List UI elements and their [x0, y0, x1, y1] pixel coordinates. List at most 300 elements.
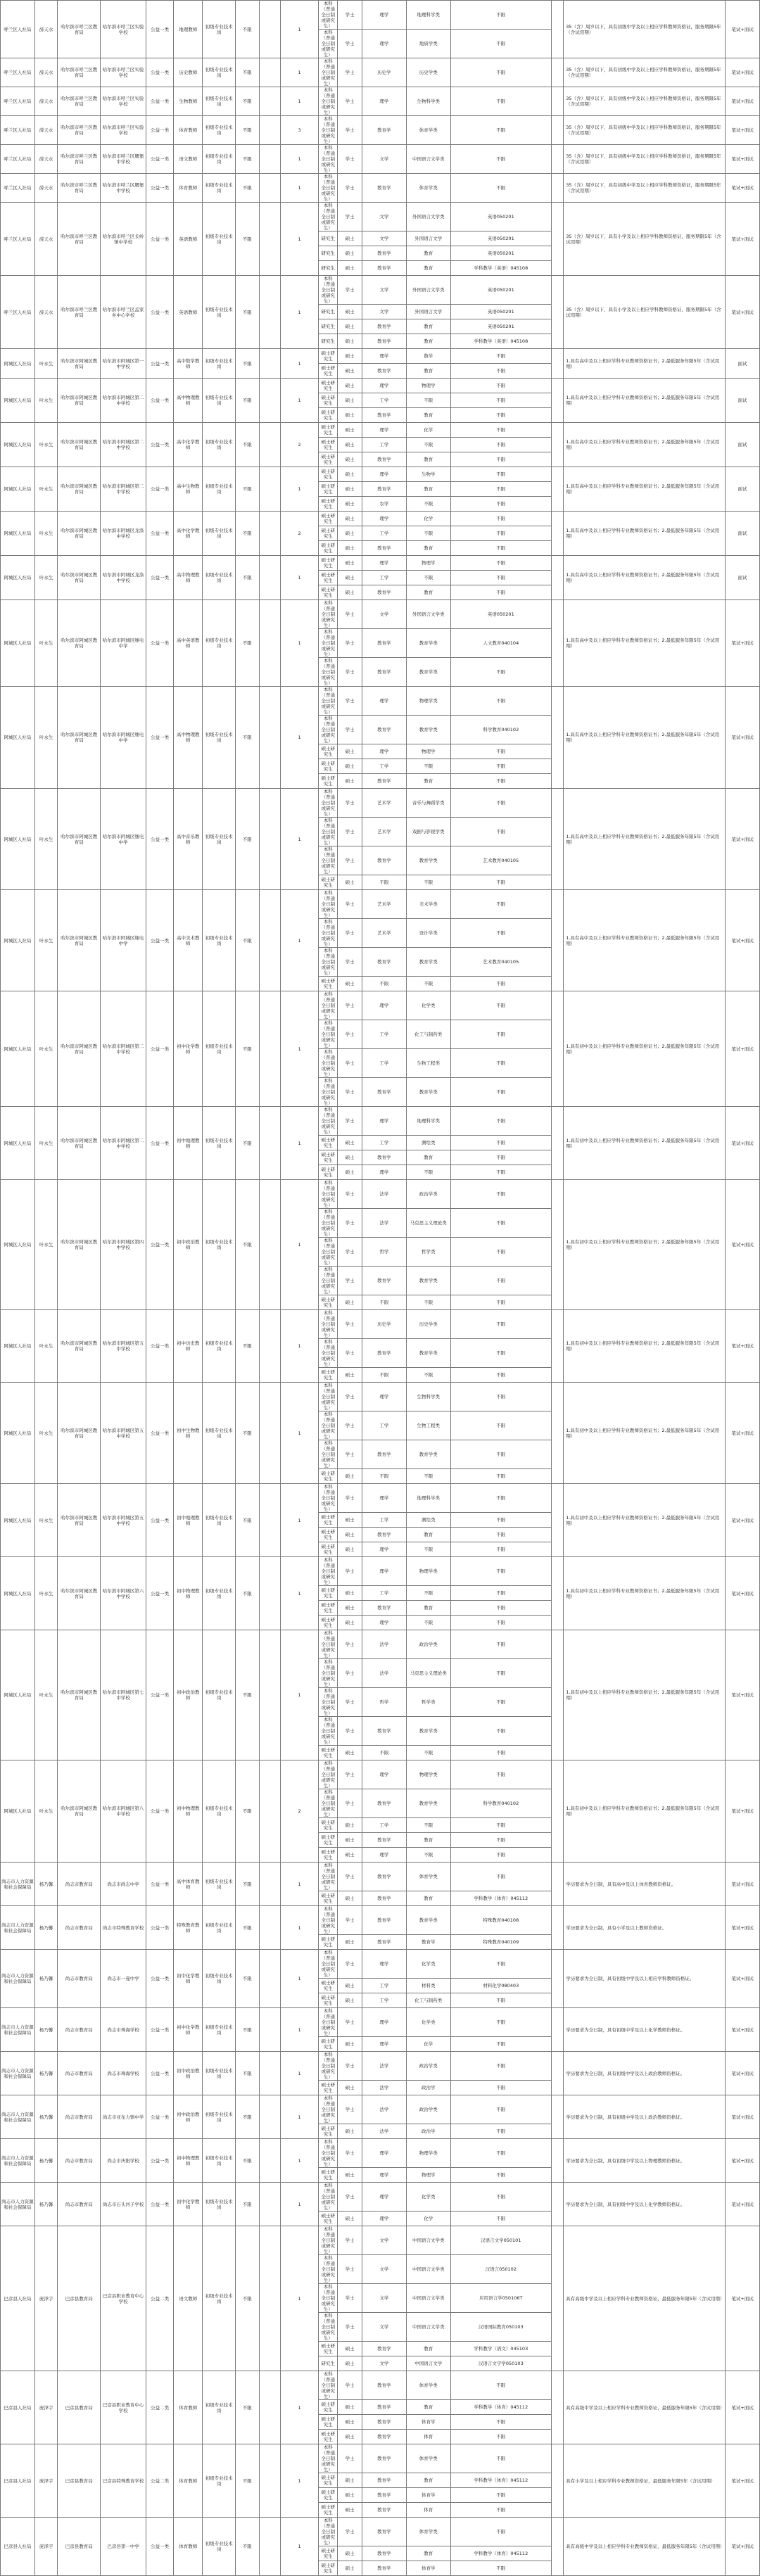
cell-exam: 笔试+面试 — [726, 1760, 760, 1863]
cell-contact: 叶永生 — [34, 1180, 58, 1310]
cell-major-class: 物理学 — [406, 556, 450, 571]
cell-category: 公益一类 — [146, 2095, 174, 2139]
cell-education: 本科（普通全日制或研究生） — [319, 2255, 338, 2284]
cell-blank — [551, 1630, 563, 1760]
cell-remark: 1.具有高中及以上相应学科专业教师资格证书；2.最低服务年限5年（含试用期） — [564, 512, 726, 556]
cell-tech-level: 初级专业技术岗 — [203, 379, 236, 423]
cell-degree: 硕士 — [338, 2037, 362, 2052]
cell-count: 1 — [280, 1383, 318, 1484]
cell-dept: 尚志市人力资源和社会保障局 — [1, 1950, 35, 2008]
cell-degree: 硕士 — [338, 379, 362, 393]
cell-major-class: 体育学类 — [406, 116, 450, 145]
cell-cert: 不限 — [235, 789, 259, 890]
cell-unit: 尚志市石头河子学校 — [101, 2183, 146, 2226]
cell-degree: 学士 — [338, 2518, 362, 2546]
cell-blank — [259, 379, 280, 423]
cell-discipline: 工学 — [362, 393, 406, 408]
cell-major-class: 不限 — [406, 1368, 450, 1383]
cell-degree: 学士 — [338, 116, 362, 145]
cell-degree: 学士 — [338, 2255, 362, 2284]
cell-blank — [551, 145, 563, 174]
cell-education: 本科（普通全日制或研究生） — [319, 1659, 338, 1688]
cell-remark: 1.具有初中及以上相应学科专业教师资格证书；2.最低服务年限5年（含试用期） — [564, 1760, 726, 1863]
table-row — [1, 2139, 760, 2168]
cell-contact: 杨乃馨 — [34, 1950, 58, 2008]
cell-major-name: 不限 — [450, 1440, 551, 1469]
cell-count: 1 — [280, 87, 318, 116]
cell-dept: 尚志市人力资源和社会保障局 — [1, 2139, 35, 2183]
cell-post: 初中历史教师 — [174, 1310, 203, 1383]
cell-category: 公益一类 — [146, 423, 174, 467]
cell-exam: 笔试+面试 — [726, 2052, 760, 2095]
cell-blank — [551, 1950, 563, 2008]
cell-education: 硕士研究生 — [319, 1295, 338, 1310]
cell-cert: 不限 — [235, 1180, 259, 1310]
cell-major-name: 不限 — [450, 1848, 551, 1863]
cell-cert: 不限 — [235, 2052, 259, 2095]
cell-remark: 1.具有高中及以上相应学科专业教师资格证书；2.最低服务年限5年（含试用期） — [564, 467, 726, 512]
cell-tech-level: 初级专业技术岗 — [203, 991, 236, 1107]
cell-count: 1 — [280, 2183, 318, 2226]
cell-major-class: 教育学类 — [406, 948, 450, 977]
cell-exam: 笔试+面试 — [726, 1630, 760, 1760]
cell-degree: 学士 — [338, 2139, 362, 2168]
cell-education: 本科（普通全日制或研究生） — [319, 2518, 338, 2546]
table-row — [1, 789, 760, 818]
cell-major-class: 体育 — [406, 2503, 450, 2518]
cell-count: 1 — [280, 2444, 318, 2518]
cell-dept: 呼兰区人社局 — [1, 116, 35, 145]
cell-dept: 呼兰区人社局 — [1, 87, 35, 116]
cell-unit: 巴彦县职业教育中心学校 — [101, 2226, 146, 2371]
cell-post: 高中物理教师 — [174, 379, 203, 423]
cell-major-name: 不限 — [450, 1586, 551, 1601]
cell-discipline: 教育学 — [362, 948, 406, 977]
cell-dept: 尚志市人力资源和社会保障局 — [1, 2052, 35, 2095]
cell-discipline: 工学 — [362, 571, 406, 585]
cell-unit: 哈尔滨市呼兰区孟家乡中心学校 — [101, 276, 146, 349]
cell-cert: 不限 — [235, 58, 259, 87]
cell-org: 哈尔滨市呼兰区教育局 — [58, 276, 101, 349]
cell-major-name: 不限 — [450, 408, 551, 423]
cell-degree: 硕士 — [338, 438, 362, 452]
cell-education: 硕士研究生 — [319, 2503, 338, 2518]
cell-education: 本科（普通全日制或研究生） — [319, 1209, 338, 1238]
cell-dept: 巴彦县人社局 — [1, 2371, 35, 2444]
cell-major-name: 不限 — [450, 2168, 551, 2183]
cell-major-name: 不限 — [450, 875, 551, 890]
cell-degree: 硕士 — [338, 2561, 362, 2576]
cell-major-name: 不限 — [450, 145, 551, 174]
cell-education: 本科（普通全日制或研究生） — [319, 1267, 338, 1295]
cell-cert: 不限 — [235, 2095, 259, 2139]
cell-degree: 硕士 — [338, 334, 362, 349]
cell-major-class: 物理学类 — [406, 687, 450, 716]
cell-blank — [259, 600, 280, 687]
cell-cert: 不限 — [235, 687, 259, 789]
cell-discipline: 理学 — [362, 556, 406, 571]
cell-tech-level: 初级专业技术岗 — [203, 1180, 236, 1310]
cell-major-class: 外国语言文学 — [406, 305, 450, 319]
cell-major-name: 材料化学080403 — [450, 1979, 551, 1993]
cell-education: 硕士研究生 — [319, 2168, 338, 2183]
table-row — [1, 991, 760, 1020]
cell-major-name: 不限 — [450, 30, 551, 58]
cell-unit: 哈尔滨市阿城区第二中学校 — [101, 379, 146, 423]
cell-degree: 硕士 — [338, 585, 362, 600]
cell-exam: 笔试+面试 — [726, 600, 760, 687]
cell-discipline: 艺术学 — [362, 919, 406, 948]
cell-education: 本科（普通全日制或研究生） — [319, 1020, 338, 1049]
cell-degree: 硕士 — [338, 512, 362, 526]
cell-education: 硕士研究生 — [319, 571, 338, 585]
cell-category: 公益一类 — [146, 890, 174, 991]
cell-education: 本科（普通全日制或研究生） — [319, 30, 338, 58]
cell-discipline: 工学 — [362, 1136, 406, 1150]
table-row — [1, 890, 760, 919]
cell-remark: 学历要求为全日制，具有初级中学及以上政治教师资格证。 — [564, 2095, 726, 2139]
cell-education: 硕士研究生 — [319, 2430, 338, 2444]
cell-unit: 哈尔滨市阿城区第一中学校 — [101, 349, 146, 379]
cell-education: 硕士研究生 — [319, 467, 338, 482]
cell-major-class: 设计学类 — [406, 919, 450, 948]
cell-exam: 笔试+面试 — [726, 276, 760, 349]
cell-education: 硕士研究生 — [319, 1935, 338, 1950]
cell-major-class: 中国语言文学类 — [406, 145, 450, 174]
cell-education: 本科（普通全日制或研究生） — [319, 1760, 338, 1789]
cell-tech-level: 初级专业技术岗 — [203, 2518, 236, 2576]
cell-education: 硕士研究生 — [319, 1586, 338, 1601]
cell-contact: 庞泽宇 — [34, 2226, 58, 2371]
cell-category: 公益一类 — [146, 349, 174, 379]
table-row — [1, 87, 760, 116]
table-row — [1, 2371, 760, 2400]
cell-post: 高中物理教师 — [174, 687, 203, 789]
cell-discipline: 工学 — [362, 1513, 406, 1528]
cell-remark: 35（含）周岁以下，具有初级中学及以上相应学科教师资格证，服务期限5年（含试用期） — [564, 1, 726, 58]
cell-cert: 不限 — [235, 2518, 259, 2576]
cell-major-name: 汉语言050102 — [450, 2255, 551, 2284]
cell-org: 哈尔滨市呼兰区教育局 — [58, 203, 101, 276]
cell-category: 公益一类 — [146, 1, 174, 58]
cell-discipline: 教育学 — [362, 774, 406, 789]
cell-remark: 学历要求为全日制，具有初级中学及以上化学教师资格证。 — [564, 2183, 726, 2226]
cell-discipline: 工学 — [362, 1586, 406, 1601]
cell-category: 公益一类 — [146, 203, 174, 276]
cell-degree: 硕士 — [338, 977, 362, 991]
cell-discipline: 理学 — [362, 2008, 406, 2037]
cell-degree: 硕士 — [338, 1616, 362, 1630]
cell-major-class: 化学类 — [406, 1950, 450, 1979]
cell-blank — [259, 1484, 280, 1557]
cell-degree: 硕士 — [338, 744, 362, 759]
cell-cert: 不限 — [235, 203, 259, 276]
cell-discipline: 教育学 — [362, 174, 406, 203]
cell-education: 本科（普通全日制或研究生） — [319, 1049, 338, 1078]
table-row — [1, 2095, 760, 2124]
cell-blank — [551, 1906, 563, 1950]
cell-major-class: 体育学类 — [406, 174, 450, 203]
cell-education: 硕士研究生 — [319, 1601, 338, 1616]
cell-exam: 笔试+面试 — [726, 1107, 760, 1180]
cell-degree: 硕士 — [338, 759, 362, 774]
cell-remark: 具有小学及以上相应学科专业教师资格证，最低服务年限5年（含试用期） — [564, 2444, 726, 2518]
cell-discipline: 教育学 — [362, 629, 406, 658]
cell-count: 1 — [280, 467, 318, 512]
cell-degree: 学士 — [338, 2313, 362, 2342]
cell-major-class: 教育学类 — [406, 1717, 450, 1746]
cell-contact: 叶永生 — [34, 991, 58, 1107]
cell-cert: 不限 — [235, 145, 259, 174]
cell-tech-level: 初级专业技术岗 — [203, 556, 236, 600]
cell-education: 本科（普通全日制或研究生） — [319, 1789, 338, 1818]
cell-major-class: 不限 — [406, 1616, 450, 1630]
cell-education: 本科（普通全日制或研究生） — [319, 1557, 338, 1586]
cell-post: 语文教师 — [174, 2226, 203, 2371]
cell-org: 哈尔滨市阿城区教育局 — [58, 379, 101, 423]
cell-category: 公益一类 — [146, 1310, 174, 1383]
cell-blank — [259, 2139, 280, 2183]
table-row — [1, 1484, 760, 1513]
cell-discipline: 工学 — [362, 1818, 406, 1833]
cell-remark: 学历要求为全日制，具有初级中学及以上物理教师资格证。 — [564, 2139, 726, 2183]
cell-cert: 不限 — [235, 1630, 259, 1760]
cell-education: 本科（普通全日制或研究生） — [319, 1383, 338, 1411]
cell-major-class: 不限 — [406, 1848, 450, 1863]
cell-dept: 尚志市人力资源和社会保障局 — [1, 1863, 35, 1906]
cell-category: 公益一类 — [146, 1180, 174, 1310]
cell-major-class: 教育 — [406, 408, 450, 423]
cell-remark: 具有高级中学及以上相应学科专业教师资格证，最低服务年限5年（含试用期） — [564, 2226, 726, 2371]
cell-major-name: 英语050201 — [450, 600, 551, 629]
cell-education: 研究生 — [319, 2356, 338, 2371]
cell-degree: 学士 — [338, 948, 362, 977]
cell-degree: 硕士 — [338, 1818, 362, 1833]
cell-degree: 硕士 — [338, 2124, 362, 2139]
cell-major-name: 不限 — [450, 364, 551, 379]
cell-category: 公益一类 — [146, 1950, 174, 2008]
cell-degree: 硕士 — [338, 1150, 362, 1165]
cell-major-class: 中国语言文学类 — [406, 2255, 450, 2284]
cell-major-class: 体育学 — [406, 2561, 450, 2576]
cell-degree: 学士 — [338, 658, 362, 687]
cell-tech-level: 初级专业技术岗 — [203, 789, 236, 890]
cell-unit: 尚志市庆阳学校 — [101, 2139, 146, 2183]
cell-exam: 笔试+面试 — [726, 1310, 760, 1383]
cell-discipline: 教育学 — [362, 2488, 406, 2503]
cell-degree: 学士 — [338, 1688, 362, 1717]
cell-contact: 叶永生 — [34, 1630, 58, 1760]
cell-tech-level: 初级专业技术岗 — [203, 1863, 236, 1906]
cell-org: 哈尔滨市阿城区教育局 — [58, 1180, 101, 1310]
cell-category: 公益一类 — [146, 1557, 174, 1630]
cell-major-name: 人文教育040104 — [450, 629, 551, 658]
cell-major-class: 教育 — [406, 246, 450, 261]
cell-major-class: 化学 — [406, 2037, 450, 2052]
cell-org: 哈尔滨市呼兰区教育局 — [58, 174, 101, 203]
cell-major-name: 不限 — [450, 379, 551, 393]
cell-post: 英语教师 — [174, 203, 203, 276]
cell-remark: 1.具有初中及以上相应学科专业教师资格证书；2.最低服务年限5年（含试用期） — [564, 1557, 726, 1630]
cell-post: 初中化学教师 — [174, 1950, 203, 2008]
cell-unit: 尚志市一曼中学 — [101, 1950, 146, 2008]
cell-degree: 硕士 — [338, 2546, 362, 2561]
cell-major-class: 物理学类 — [406, 1760, 450, 1789]
cell-discipline: 教育学 — [362, 246, 406, 261]
cell-discipline: 理学 — [362, 1542, 406, 1557]
cell-count: 1 — [280, 276, 318, 349]
cell-org: 哈尔滨市阿城区教育局 — [58, 349, 101, 379]
cell-major-name: 特殊教育040108 — [450, 1906, 551, 1935]
cell-degree: 学士 — [338, 1717, 362, 1746]
cell-remark: 35（含）周岁以下，具有小学及以上相应学科教师资格证，服务期限5年（含试用期） — [564, 276, 726, 349]
cell-discipline: 不限 — [362, 1295, 406, 1310]
cell-major-class: 教育 — [406, 541, 450, 556]
cell-dept: 尚志市人力资源和社会保障局 — [1, 1906, 35, 1950]
cell-degree: 硕士 — [338, 2415, 362, 2430]
cell-discipline: 教育学 — [362, 334, 406, 349]
cell-unit: 哈尔滨市阿城区继电中学 — [101, 687, 146, 789]
cell-exam: 笔试+面试 — [726, 116, 760, 145]
cell-degree: 学士 — [338, 1906, 362, 1935]
cell-cert: 不限 — [235, 1383, 259, 1484]
cell-major-name: 不限 — [450, 1469, 551, 1484]
cell-major-class: 教育 — [406, 585, 450, 600]
cell-exam: 笔试+面试 — [726, 890, 760, 991]
cell-category: 公益一类 — [146, 467, 174, 512]
cell-major-name: 不限 — [450, 174, 551, 203]
cell-cert: 不限 — [235, 1557, 259, 1630]
cell-discipline: 文学 — [362, 2255, 406, 2284]
cell-category: 公益一类 — [146, 2052, 174, 2095]
cell-post: 初中政治教师 — [174, 1630, 203, 1760]
cell-unit: 哈尔滨市阿城区继电中学 — [101, 789, 146, 890]
cell-org: 哈尔滨市阿城区教育局 — [58, 423, 101, 467]
cell-major-class: 化学类 — [406, 991, 450, 1020]
cell-cert: 不限 — [235, 1863, 259, 1906]
cell-education: 本科（普通全日制或研究生） — [319, 818, 338, 846]
cell-cert: 不限 — [235, 116, 259, 145]
cell-contact: 杨乃馨 — [34, 2095, 58, 2139]
cell-major-name: 学科教学（英语）045108 — [450, 261, 551, 276]
cell-major-class: 政治学 — [406, 2124, 450, 2139]
cell-unit: 哈尔滨市呼兰区实验学校 — [101, 116, 146, 145]
cell-unit: 巴彦县特殊教育学校 — [101, 2444, 146, 2518]
cell-major-class: 政治学类 — [406, 2095, 450, 2124]
cell-blank — [259, 116, 280, 145]
cell-category: 公益一类 — [146, 174, 174, 203]
cell-major-class: 中国语言文学类 — [406, 2313, 450, 2342]
table-row — [1, 1107, 760, 1136]
cell-org: 尚志市教育局 — [58, 2095, 101, 2139]
cell-major-class: 材料类 — [406, 1979, 450, 1993]
cell-major-class: 教育学类 — [406, 1789, 450, 1818]
cell-discipline: 文学 — [362, 203, 406, 231]
cell-degree: 硕士 — [338, 2503, 362, 2518]
cell-org: 哈尔滨市阿城区教育局 — [58, 467, 101, 512]
cell-org: 哈尔滨市阿城区教育局 — [58, 1383, 101, 1484]
cell-education: 硕士研究生 — [319, 977, 338, 991]
table-row — [1, 1760, 760, 1789]
cell-education: 硕士研究生 — [319, 1818, 338, 1833]
cell-remark: 1.具有初中及以上相应学科专业教师资格证书；2.最低服务年限5年（含试用期） — [564, 1180, 726, 1310]
cell-discipline: 教育学 — [362, 2430, 406, 2444]
cell-degree: 学士 — [338, 1107, 362, 1136]
cell-major-name: 英语050201 — [450, 203, 551, 231]
table-row — [1, 1383, 760, 1411]
cell-major-name: 不限 — [450, 2183, 551, 2212]
cell-post: 地理教师 — [174, 1, 203, 58]
cell-post: 初中政治教师 — [174, 2052, 203, 2095]
cell-major-name: 科学教育040102 — [450, 716, 551, 744]
cell-blank — [551, 2008, 563, 2052]
cell-major-class: 教育 — [406, 1891, 450, 1906]
cell-major-class: 不限 — [406, 759, 450, 774]
cell-tech-level: 初级专业技术岗 — [203, 423, 236, 467]
cell-education: 硕士研究生 — [319, 349, 338, 364]
cell-degree: 学士 — [338, 2095, 362, 2124]
cell-discipline: 教育学 — [362, 1717, 406, 1746]
cell-blank — [551, 203, 563, 276]
cell-dept: 阿城区人社局 — [1, 1383, 35, 1484]
cell-remark: 学历要求为全日制，具有初级中学及以上相应学科教师资格证。 — [564, 1950, 726, 2008]
cell-blank — [551, 2371, 563, 2444]
cell-discipline: 法学 — [362, 1659, 406, 1688]
cell-exam: 笔试+面试 — [726, 174, 760, 203]
cell-major-name: 不限 — [450, 1760, 551, 1789]
cell-degree: 硕士 — [338, 2342, 362, 2356]
cell-major-class: 政治学类 — [406, 1630, 450, 1659]
cell-discipline: 理学 — [362, 2183, 406, 2212]
cell-unit: 尚志市亚布力镇中学 — [101, 2095, 146, 2139]
cell-education: 硕士研究生 — [319, 1848, 338, 1863]
cell-count: 1 — [280, 1, 318, 58]
cell-blank — [259, 423, 280, 467]
cell-category: 公益一类 — [146, 2518, 174, 2576]
cell-unit: 尚志市珠海学校 — [101, 2008, 146, 2052]
cell-major-class: 体育学类 — [406, 2518, 450, 2546]
cell-cert: 不限 — [235, 349, 259, 379]
cell-remark: 1.具有初中及以上相应学科专业教师资格证书；2.最低服务年限5年（含试用期） — [564, 1484, 726, 1557]
cell-dept: 阿城区人社局 — [1, 789, 35, 890]
cell-exam: 笔试+面试 — [726, 2444, 760, 2518]
cell-remark: 1.具有高中及以上相应学科专业教师资格证书；2.最低服务年限5年（含试用期） — [564, 687, 726, 789]
cell-count: 1 — [280, 58, 318, 87]
cell-count: 1 — [280, 1557, 318, 1630]
cell-tech-level: 初级专业技术岗 — [203, 116, 236, 145]
cell-count: 3 — [280, 116, 318, 145]
cell-degree: 学士 — [338, 2052, 362, 2081]
cell-contact: 叶永生 — [34, 1383, 58, 1484]
cell-category: 公益一类 — [146, 991, 174, 1107]
cell-major-name: 汉语言文学050101 — [450, 2226, 551, 2255]
cell-major-class: 生物科学类 — [406, 87, 450, 116]
cell-major-class: 教育 — [406, 261, 450, 276]
cell-exam: 笔试+面试 — [726, 2008, 760, 2052]
cell-major-name: 不限 — [450, 890, 551, 919]
cell-education: 本科（普通全日制或研究生） — [319, 1440, 338, 1469]
cell-education: 本科（普通全日制或研究生） — [319, 948, 338, 977]
cell-major-name: 不限 — [450, 774, 551, 789]
cell-major-class: 教育 — [406, 319, 450, 334]
cell-unit: 哈尔滨市呼兰区腰堡中学校 — [101, 145, 146, 174]
cell-tech-level: 初级专业技术岗 — [203, 2444, 236, 2518]
cell-remark: 学历要求为全日制，具有高中及以上体育教师资格证。 — [564, 1863, 726, 1906]
cell-degree: 学士 — [338, 1339, 362, 1368]
cell-contact: 杨乃馨 — [34, 2183, 58, 2226]
cell-education: 本科（普通全日制或研究生） — [319, 716, 338, 744]
cell-major-name: 不限 — [450, 526, 551, 541]
